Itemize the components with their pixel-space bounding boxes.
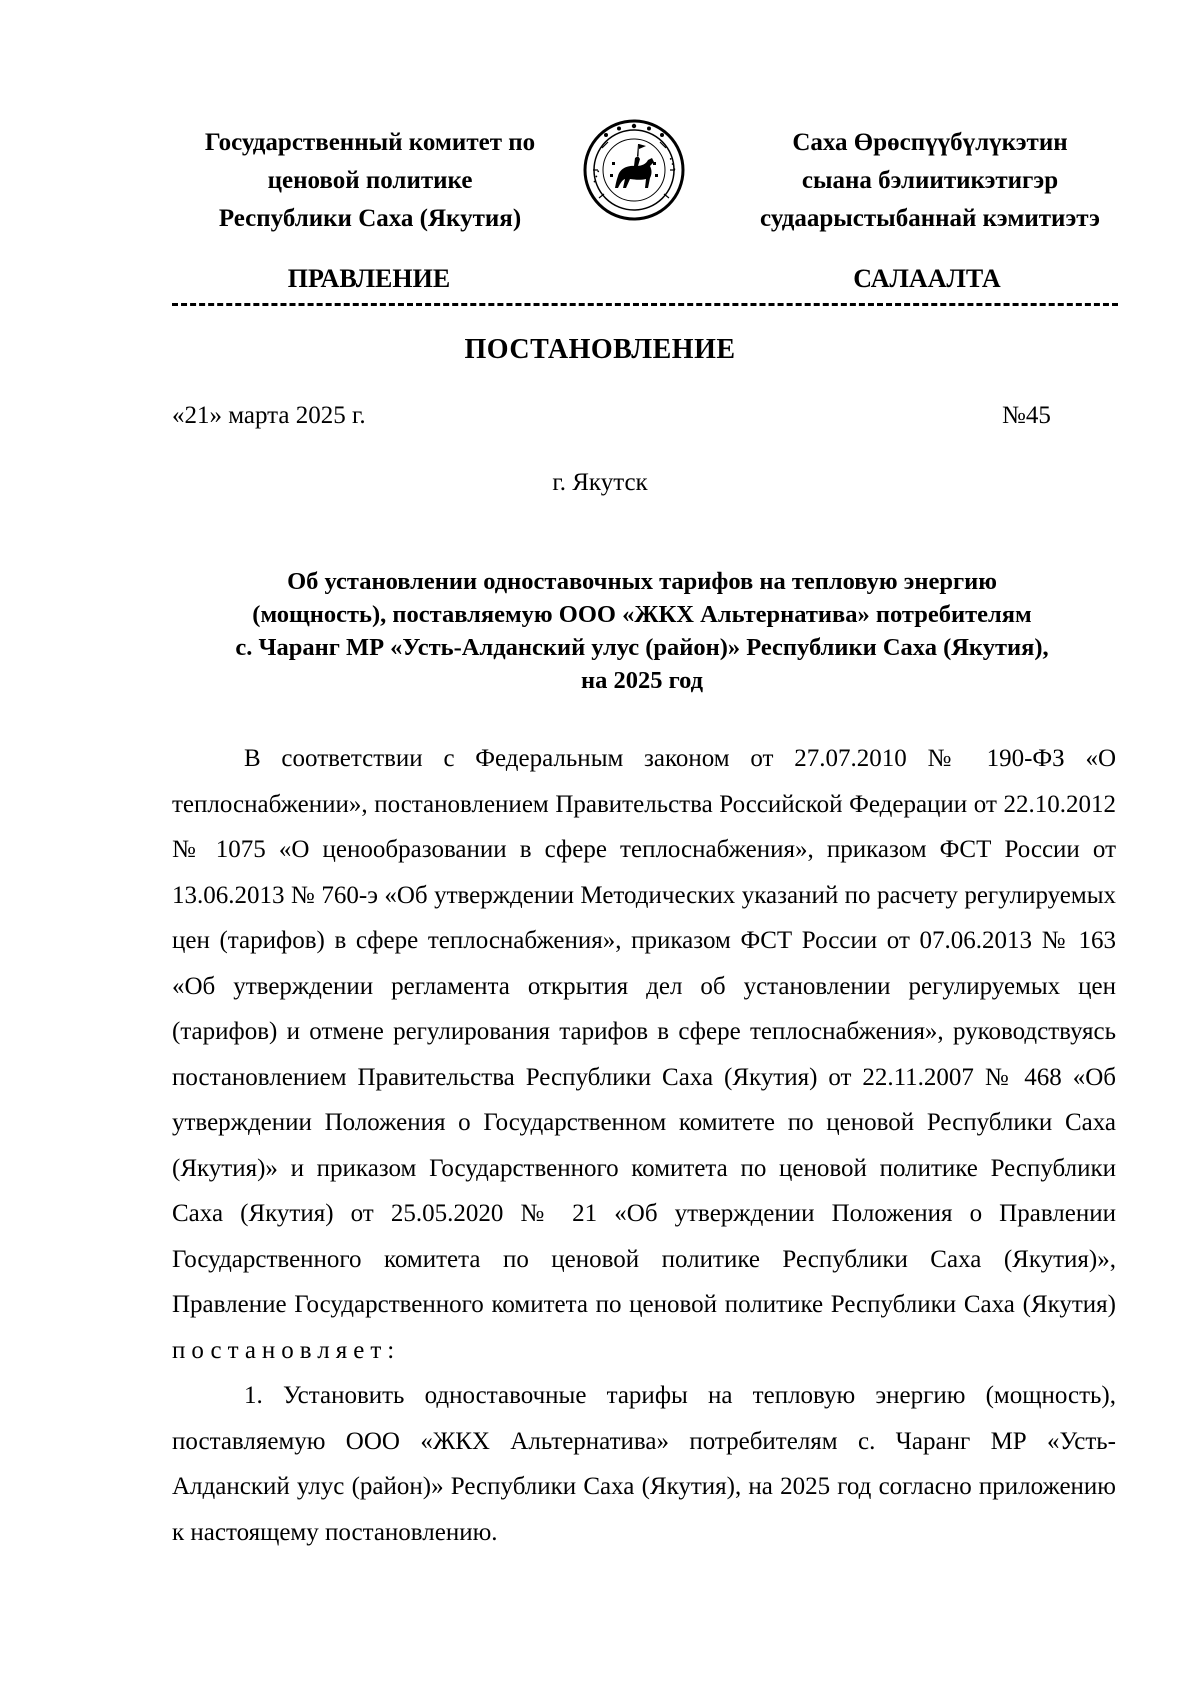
document-city: г. Якутск (552, 469, 648, 496)
title-line: на 2025 год (580, 667, 704, 694)
coat-of-arms-emblem-icon (582, 118, 686, 222)
org-name-line: сыана бэлиитикэтигэр (801, 167, 1059, 194)
org-name-line: Государственный комитет по (204, 129, 536, 156)
org-name-line: Саха Өрөспүүбүлүкэтин (792, 129, 1068, 156)
header-divider (172, 303, 1118, 306)
org-name-line: судаарыстыбаннай кэмитиэтэ (760, 205, 1100, 232)
org-name-russian (160, 124, 580, 238)
preamble-paragraph (172, 736, 1116, 1373)
document-type: ПОСТАНОВЛЕНИЕ (464, 334, 736, 365)
svg-text:• • •: • • • (591, 168, 603, 185)
document-body (172, 736, 1116, 1555)
title-line: (мощность), поставляемую ООО «ЖКХ Альтернатива» потребителям (252, 601, 1032, 628)
org-name-line: Республики Саха (Якутия) (218, 205, 522, 232)
document-date: «21» марта 2025 г. (172, 402, 366, 429)
org-name-yakut (720, 124, 1140, 238)
preamble-text: В соответствии с Федеральным законом от 27.07.2010 № 190-ФЗ «О теплоснабжении», постановлением Правительства Российской Федерации от 22.10.2012 № 1075 «О ценообразовании в сфере теплоснабжения», приказом ФСТ России от 13.06.2013 № 760-э «Об утверждении Методических указаний по расчету регулируемых цен (тарифов) в сфере теплоснабжения», приказом ФСТ России от 07.06.2013 № 163 «Об утверждении регламента открытия дел об установлении регулируемых цен (тарифов) и отмене регулирования тарифов в сфере теплоснабжения», руководствуясь постановлением Правительства Республики Саха (Якутия) от 22.11.2007 № 468 «Об утверждении Положения о Государственном комитете по ценовой Республики Саха (Якутия)» и приказом Государственного комитета по ценовой политике Республики Саха (Якутия) от 25.05.2020 № 21 «Об утверждении Положения о Правлении Государственного комитета по ценовой политике Республики Саха (Якутия)», Правление Государственного комитета по ценовой политике Республики Саха (Якутия) (172, 745, 1116, 1318)
title-line: Об установлении одноставочных тарифов на тепловую энергию (287, 568, 997, 595)
document-title (172, 565, 1112, 697)
org-name-line: ценовой политике (267, 167, 473, 194)
document-number: №45 (1002, 402, 1051, 429)
board-label-russian: ПРАВЛЕНИЕ (287, 264, 451, 293)
resolves-word: постановляет: (172, 1336, 401, 1364)
resolution-item-1: 1. Установить одноставочные тарифы на тепловую энергию (мощность), поставляемую ООО «ЖКХ Альтернатива» потребителям с. Чаранг МР «Усть-Алданский улус (район)» Республики Саха (Якутия), на 2025 год согласно приложению к настоящему постановлению. (172, 1382, 1116, 1546)
svg-text:• • •: • • • (666, 156, 678, 173)
board-label-yakut: САЛААЛТА (853, 264, 1001, 293)
title-line: с. Чаранг МР «Усть-Алданский улус (район)» Республики Саха (Якутия), (235, 634, 1049, 661)
